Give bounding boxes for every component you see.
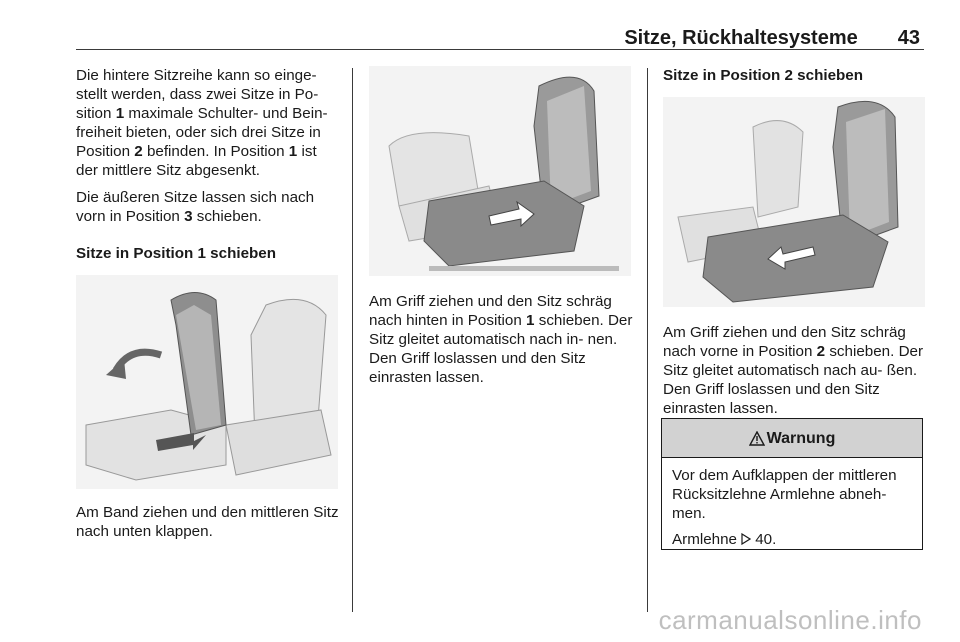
position-1-caption: Am Band ziehen und den mittleren Sitz nach unten klappen. xyxy=(76,504,339,540)
header-rule xyxy=(76,49,924,50)
intro-paragraph: Die hintere Sitzreihe kann so einge- stellt werden, dass zwei Sitze in Po- sition 1 maximale Schulter- und Bein- freiheit bieten, oder sich drei Sitze in Position 2 befinden. In Position 1 ist der mittlere Sitz abgesenkt. xyxy=(76,67,328,179)
column-1 xyxy=(76,66,342,549)
page-header xyxy=(624,27,920,50)
position-1-heading: Sitze in Position 1 schieben xyxy=(76,245,277,262)
column-divider-1 xyxy=(352,68,353,612)
column-divider-2 xyxy=(647,68,648,612)
section-title: Sitze, Rückhaltesysteme xyxy=(624,27,858,49)
position-2-caption: Am Griff ziehen und den Sitz schräg nach vorne in Position 2 schieben. Der Sitz gleitet automatisch nach au- ßen. Den Griff loslassen und den Sitz einrasten lassen. xyxy=(663,324,924,417)
warning-title: Warnung xyxy=(766,429,836,447)
armrest-reference: Armlehne 40. xyxy=(672,531,777,548)
seat-fold-illustration xyxy=(76,275,338,489)
warning-triangle-icon xyxy=(749,431,765,446)
warning-box xyxy=(661,418,923,550)
seat-slide-back-illustration xyxy=(369,66,631,276)
warning-body xyxy=(662,458,922,564)
outer-seats-paragraph: Die äußeren Sitze lassen sich nach vorn in Position 3 schieben. xyxy=(76,189,315,225)
warning-header xyxy=(662,419,922,458)
column-3 xyxy=(663,66,925,426)
page-number: 43 xyxy=(897,27,920,49)
page-reference-icon xyxy=(741,533,751,545)
position-2-heading: Sitze in Position 2 schieben xyxy=(663,67,864,84)
column-2 xyxy=(369,66,635,395)
seat-slide-forward-illustration xyxy=(663,97,925,307)
warning-text: Vor dem Aufklappen der mittleren Rücksitzlehne Armlehne abneh- men. xyxy=(672,467,897,522)
watermark: carmanualsonline.info xyxy=(658,605,922,635)
position-1-slide-caption: Am Griff ziehen und den Sitz schräg nach hinten in Position 1 schieben. Der Sitz gleitet automatisch nach in- nen. Den Griff loslassen und den Sitz einrasten lassen. xyxy=(369,293,633,386)
